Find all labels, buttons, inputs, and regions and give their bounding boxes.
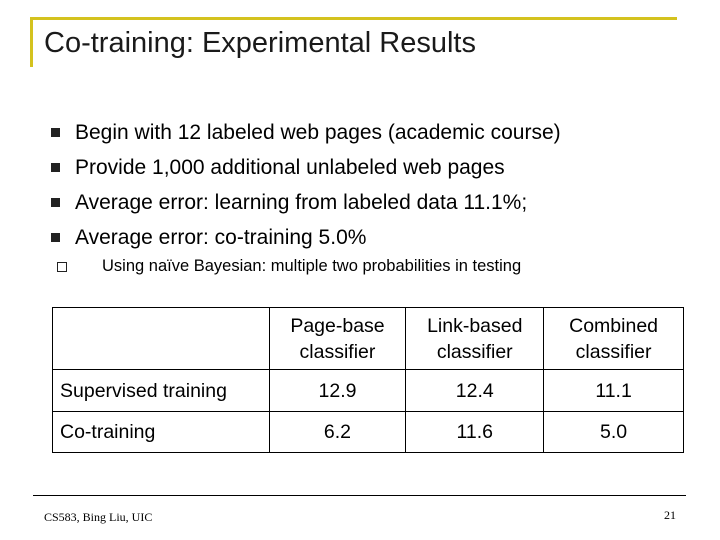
slide-title: Co-training: Experimental Results xyxy=(44,27,476,59)
table-cell: 11.6 xyxy=(406,411,544,452)
title-rule-top xyxy=(30,17,677,20)
table-header-cell: Page-base classifier xyxy=(269,308,406,370)
table-header-cell: Link-based classifier xyxy=(406,308,544,370)
table-header-cell xyxy=(53,308,270,370)
table-row xyxy=(53,370,684,411)
footer-divider xyxy=(33,495,686,496)
footer-source: CS583, Bing Liu, UIC xyxy=(44,510,153,524)
row-label: Supervised training xyxy=(53,370,270,411)
bullet-text: Average error: learning from labeled data 11.1%; xyxy=(75,191,528,214)
square-bullet-icon xyxy=(51,163,60,172)
square-bullet-icon xyxy=(51,128,60,137)
page-number: 21 xyxy=(664,508,676,522)
table-cell: 6.2 xyxy=(269,411,406,452)
results-table xyxy=(52,307,684,453)
table-cell: 11.1 xyxy=(544,370,684,411)
sub-bullet-text: Using naïve Bayesian: multiple two probabilities in testing xyxy=(102,257,522,275)
table-cell: 12.4 xyxy=(406,370,544,411)
table-cell: 12.9 xyxy=(269,370,406,411)
title-rule-left xyxy=(30,17,33,67)
square-bullet-icon xyxy=(51,198,60,207)
table-cell: 5.0 xyxy=(544,411,684,452)
table-header-row xyxy=(53,308,684,370)
bullet-text: Average error: co-training 5.0% xyxy=(75,226,367,249)
row-label: Co-training xyxy=(53,411,270,452)
table-row xyxy=(53,411,684,452)
table-header-cell: Combined classifier xyxy=(544,308,684,370)
bullet-text: Begin with 12 labeled web pages (academic course) xyxy=(75,121,561,144)
bullet-text: Provide 1,000 additional unlabeled web pages xyxy=(75,156,505,179)
hollow-square-bullet-icon xyxy=(57,262,67,272)
square-bullet-icon xyxy=(51,233,60,242)
